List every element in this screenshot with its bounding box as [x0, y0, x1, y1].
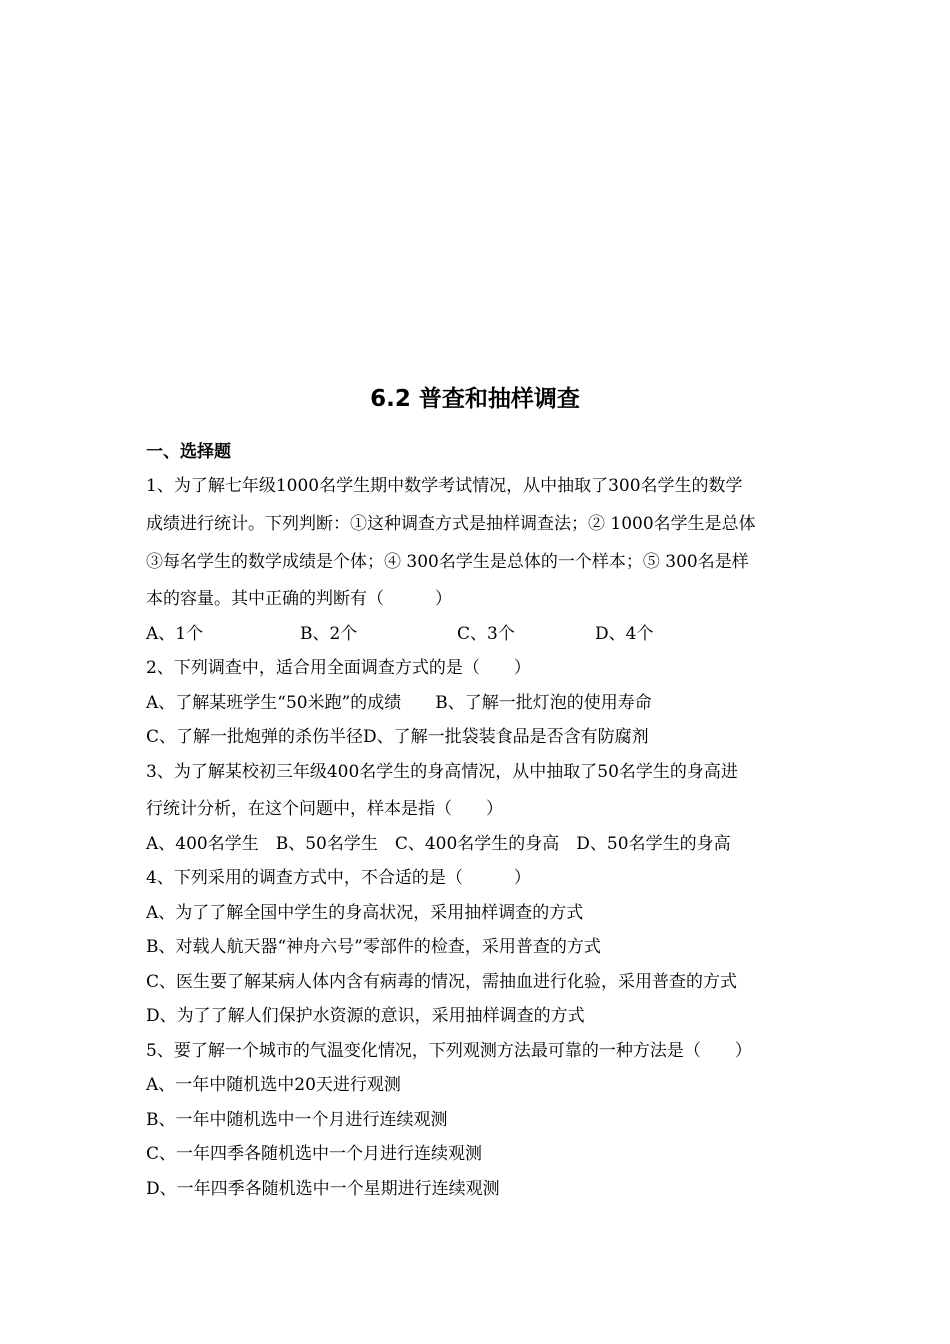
section-heading: 一、选择题	[146, 442, 231, 462]
q5-option-b: B、一年中随机选中一个月进行连续观测	[146, 1110, 448, 1130]
q1-option-c: C、3个	[457, 624, 515, 644]
q3-line-2: 行统计分析，在这个问题中，样本是指（ ）	[146, 799, 503, 819]
q1-line-1: 1、为了解七年级1000名学生期中数学考试情况，从中抽取了300名学生的数学	[146, 476, 743, 496]
q4-stem: 4、下列采用的调查方式中，不合适的是（ ）	[146, 868, 531, 888]
q1-line-2: 成绩进行统计。下列判断：①这种调查方式是抽样调查法；② 1000名学生是总体	[146, 514, 756, 534]
q5-option-c: C、一年四季各随机选中一个月进行连续观测	[146, 1144, 483, 1164]
q5-option-a: A、一年中随机选中20天进行观测	[146, 1075, 401, 1095]
q2-options-ab: A、了解某班学生“50米跑”的成绩 B、了解一批灯泡的使用寿命	[146, 693, 652, 713]
q2-options-cd: C、了解一批炮弹的杀伤半径D、了解一批袋装食品是否含有防腐剂	[146, 727, 649, 747]
q1-line-4: 本的容量。其中正确的判断有（ ）	[146, 589, 452, 609]
q5-stem: 5、要了解一个城市的气温变化情况，下列观测方法最可靠的一种方法是（ ）	[146, 1041, 752, 1061]
q4-option-b: B、对载人航天器“神舟六号”零部件的检查，采用普查的方式	[146, 937, 601, 957]
q1-option-b: B、2个	[300, 624, 358, 644]
q4-option-c: C、医生要了解某病人体内含有病毒的情况，需抽血进行化验，采用普查的方式	[146, 972, 738, 992]
q3-line-1: 3、为了解某校初三年级400名学生的身高情况，从中抽取了50名学生的身高进	[146, 762, 738, 782]
q4-option-a: A、为了了解全国中学生的身高状况，采用抽样调查的方式	[146, 903, 584, 923]
q1-line-3: ③每名学生的数学成绩是个体；④ 300名学生是总体的一个样本；⑤ 300名是样	[146, 552, 749, 572]
q3-options: A、400名学生 B、50名学生 C、400名学生的身高 D、50名学生的身高	[146, 834, 731, 854]
q2-stem: 2、下列调查中，适合用全面调查方式的是（ ）	[146, 658, 531, 678]
q1-option-a: A、1个	[146, 624, 204, 644]
q4-option-d: D、为了了解人们保护水资源的意识，采用抽样调查的方式	[146, 1006, 585, 1026]
page-title: 6.2 普查和抽样调查	[370, 386, 580, 412]
q1-option-d: D、4个	[595, 624, 654, 644]
q5-option-d: D、一年四季各随机选中一个星期进行连续观测	[146, 1179, 500, 1199]
